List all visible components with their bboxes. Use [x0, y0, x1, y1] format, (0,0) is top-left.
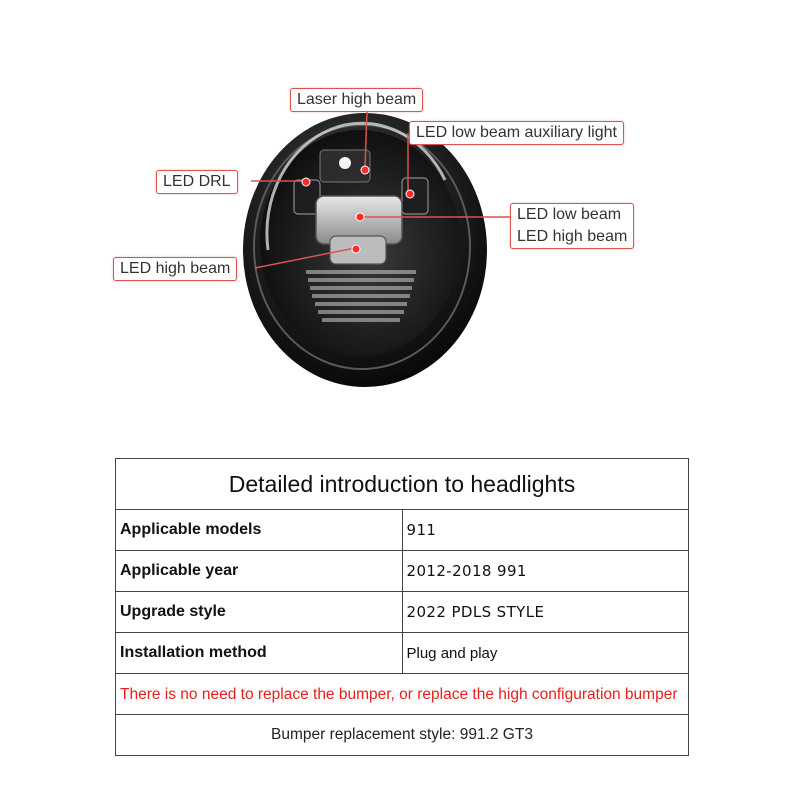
table-row	[116, 633, 689, 674]
bumper-replacement-style: Bumper replacement style: 991.2 GT3	[116, 715, 689, 756]
laser-emitter	[339, 157, 351, 169]
row-label: Applicable year	[116, 551, 403, 592]
callout-laser-high-beam: Laser high beam	[290, 88, 423, 112]
row-label: Applicable models	[116, 510, 403, 551]
row-value: 2012-2018 991	[402, 551, 689, 592]
callout-led-drl: LED DRL	[156, 170, 238, 194]
bumper-note: There is no need to replace the bumper, or replace the high configuration bumper	[116, 674, 689, 715]
row-value: Plug and play	[402, 633, 689, 674]
table-row	[116, 592, 689, 633]
callout-led-high-beam-text: LED high beam	[517, 228, 628, 245]
row-value: 911	[402, 510, 689, 551]
callout-led-low-beam-text: LED low beam	[517, 206, 622, 223]
spec-table	[115, 458, 689, 756]
table-row	[116, 510, 689, 551]
spec-table-title: Detailed introduction to headlights	[116, 459, 689, 510]
row-value: 2022 PDLS STYLE	[402, 592, 689, 633]
row-label: Upgrade style	[116, 592, 403, 633]
callout-led-high-beam: LED high beam	[113, 257, 237, 281]
callout-led-low-high-beam	[510, 203, 634, 249]
table-row	[116, 551, 689, 592]
row-label: Installation method	[116, 633, 403, 674]
callout-led-low-beam-aux: LED low beam auxiliary light	[409, 121, 624, 145]
aux-pod-right	[402, 178, 428, 214]
